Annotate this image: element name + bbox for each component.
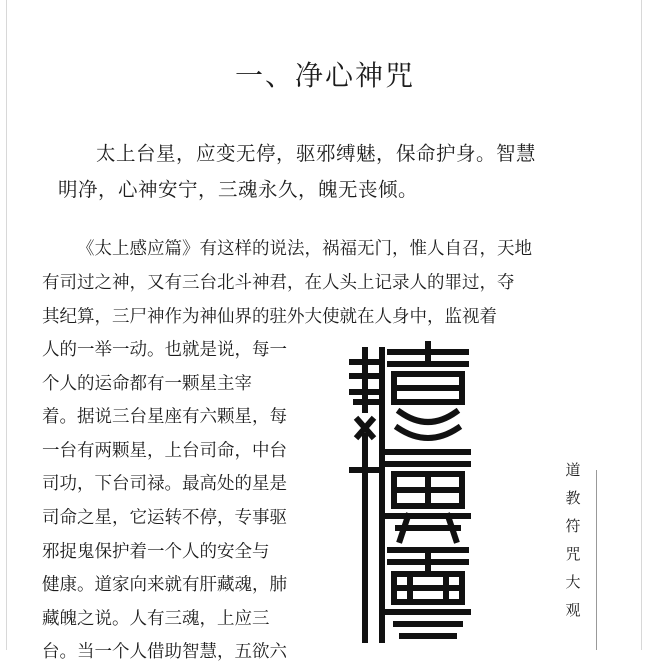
margin-rule xyxy=(596,470,597,650)
body-line: 个人的运命都有一颗星主宰 xyxy=(42,373,252,394)
body-line: 台。当一个人借助智慧，五欲六 xyxy=(42,642,287,663)
book-title-char: 符 xyxy=(565,517,581,535)
book-title-char: 大 xyxy=(565,573,581,591)
body-line: 人的一举一动。也就是说，每一 xyxy=(42,340,287,360)
page-right-edge xyxy=(641,0,642,650)
body-line: 有司过之神，又有三台北斗神君，在人头上记录人的罪过，夺 xyxy=(42,273,515,293)
book-title-char: 道 xyxy=(565,461,581,479)
body-line: 着。据说三台星座有六颗星，每 xyxy=(42,407,287,428)
verse-line: 太上台星，应变无停，驱邪缚魅，保命护身。智慧 xyxy=(96,142,537,165)
body-paragraph-wrapped xyxy=(42,334,304,670)
page-left-edge xyxy=(6,0,7,650)
body-paragraph-top xyxy=(42,232,562,334)
book-title-char: 咒 xyxy=(565,545,581,563)
body-line: 司命之星，它运转不停，专事驱 xyxy=(42,507,287,528)
book-title-vertical xyxy=(560,456,586,624)
body-line: 一台有两颗星，上台司命，中台 xyxy=(42,440,287,461)
body-line: 其纪算，三尸神作为神仙界的驻外大使就在人身中，监视着 xyxy=(42,307,497,327)
body-line: 健康。道家向来就有肝藏魂，肺 xyxy=(42,575,287,596)
chapter-title: 一、净心神咒 xyxy=(234,59,415,92)
talisman-seal-image xyxy=(338,340,478,650)
body-line: 藏魄之说。人有三魂，上应三 xyxy=(42,608,270,629)
book-title-char: 教 xyxy=(565,489,581,507)
body-line: 司功，下台司禄。最高处的星是 xyxy=(42,474,287,495)
book-title-char: 观 xyxy=(565,601,581,619)
incantation-verse xyxy=(58,136,578,208)
body-line: 《太上感应篇》有这样的说法，祸福无门，惟人自召，天地 xyxy=(77,239,532,259)
body-line: 邪捉鬼保护着一个人的安全与 xyxy=(42,541,270,562)
verse-line: 明净，心神安宁，三魂永久，魄无丧倾。 xyxy=(58,178,419,201)
